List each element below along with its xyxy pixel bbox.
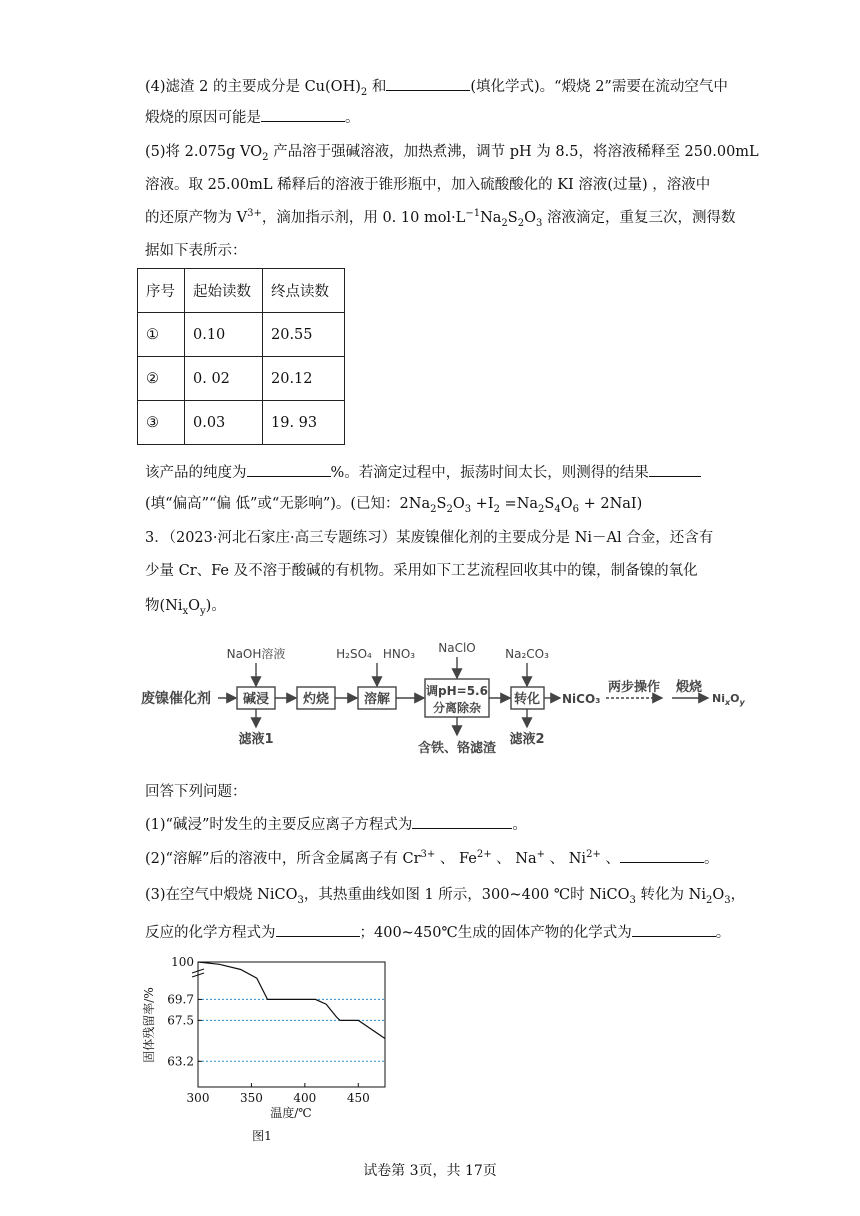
table-header-cell: 序号	[138, 269, 185, 313]
table-cell: 20.12	[263, 357, 345, 401]
answer-blank[interactable]	[247, 462, 331, 477]
q3-line-2: 少量 Cr、Fe 及不溶于酸碱的有机物。采用如下工艺流程回收其中的镍，制备镍的氧化	[145, 563, 698, 579]
q3-1-line: (1)“碱浸”时发生的主要反应离子方程式为 。	[145, 814, 527, 835]
q4-line-1: (4)滤渣 2 的主要成分是 $Cu(OH)_2$ 和 (填化学式)。“煅烧 2”需要在流动空气中	[145, 76, 728, 97]
flow-box3-label: 溶解	[363, 692, 391, 707]
q3-3-line-1: (3)在空气中煅烧 NiCO$_3$，其热重曲线如图 1 所示，300~400 ℃时 NiCO$_3$ 转化为 $Ni_2O_3$，	[145, 887, 746, 906]
flow-output-filtrate2: 滤液2	[509, 732, 545, 747]
table-cell: 0.03	[185, 401, 263, 445]
flow-product-nico3: NiCO₃	[562, 692, 601, 706]
table-cell: 20.55	[263, 313, 345, 357]
q5-line-2: 溶液。取 25.00mL 稀释后的溶液于锥形瓶中，加入硫酸酸化的 KI 溶液(过量) ，溶液中	[145, 177, 711, 193]
process-flow-diagram	[140, 635, 760, 760]
flow-calcine-label: 煅烧	[675, 680, 703, 695]
table-row	[138, 357, 345, 401]
table-cell: ③	[138, 401, 185, 445]
answer-blank[interactable]	[632, 922, 716, 937]
flow-box5-label: 转化	[513, 692, 541, 707]
answer-blank[interactable]	[620, 848, 704, 863]
chart-plot-frame	[198, 962, 385, 1087]
flow-reagent-h2so4: H₂SO₄	[336, 647, 372, 661]
flow-reagent-naoh: NaOH溶液	[226, 647, 286, 661]
y-tick-label: 67.5	[167, 1013, 194, 1028]
table-cell: 0.10	[185, 313, 263, 357]
x-tick-label: 400	[293, 1091, 317, 1105]
table-cell: 19. 93	[263, 401, 345, 445]
titration-table	[137, 268, 345, 445]
q4-line-2: 煅烧的原因可能是 。	[145, 107, 360, 128]
table-row	[138, 313, 345, 357]
y-tick-label: 69.7	[167, 992, 194, 1007]
page-footer: 试卷第 3页，共 17页	[363, 1163, 497, 1179]
table-row	[138, 401, 345, 445]
flow-output-residue: 含铁、铬滤渣	[417, 741, 497, 756]
q5-line-4: 据如下表所示：	[145, 243, 247, 259]
table-header-row	[138, 269, 345, 313]
answer-intro: 回答下列问题：	[145, 784, 247, 800]
answer-blank[interactable]	[261, 107, 345, 122]
x-tick-label: 300	[186, 1091, 210, 1105]
flow-reagent-hno3: HNO₃	[382, 647, 416, 661]
flow-reagent-na2co3: Na₂CO₃	[505, 647, 549, 661]
x-tick-label: 450	[346, 1091, 370, 1105]
y-axis-label: 固体残留率/%	[142, 987, 156, 1063]
q5-after-2: (填“偏高”“偏 低”或“无影响”)。(已知：$2Na_2S_2O_3 +I_2 =Na_2S_4O_6 + 2NaI$)	[145, 496, 643, 515]
q3-3-line-2: 反应的化学方程式为 ；400~450℃生成的固体产物的化学式为 。	[145, 922, 730, 943]
q5-after-1: 该产品的纯度为 %。若滴定过程中，振荡时间太长，则测得的结果	[145, 462, 701, 483]
q3-line-3: 物$(Ni_xO_y)$。	[145, 598, 226, 617]
thermogravimetric-chart	[140, 950, 400, 1145]
flow-start-label: 废镍催化剂	[141, 691, 211, 707]
answer-blank[interactable]	[386, 76, 470, 91]
flow-reagent-naclo: NaClO	[438, 641, 476, 655]
table-header-cell: 终点读数	[263, 269, 345, 313]
table-cell: 0. 02	[185, 357, 263, 401]
table-cell: ①	[138, 313, 185, 357]
q5-line-1: (5)将 2.075g $VO_2$ 产品溶于强碱溶液，加热煮沸，调节 pH 为 8.5，将溶液稀释至 250.00mL	[145, 144, 759, 163]
figure-caption: 图1	[252, 1129, 272, 1143]
series-line	[198, 962, 385, 1039]
x-axis-label: 温度/℃	[270, 1106, 312, 1120]
flow-box4-label-2: 分离除杂	[432, 701, 482, 715]
y-tick-label: 100	[171, 955, 194, 969]
table-cell: ②	[138, 357, 185, 401]
flow-step-label: 两步操作	[607, 680, 661, 695]
flow-box4-label-1: 调pH=5.6	[426, 684, 488, 698]
answer-blank[interactable]	[649, 462, 701, 477]
flow-output-filtrate1: 滤液1	[238, 732, 274, 747]
answer-blank[interactable]	[276, 922, 360, 937]
flow-product-nixoy: $Ni_xO_y$	[712, 692, 745, 707]
answer-blank[interactable]	[412, 814, 512, 829]
flow-box1-label: 碱浸	[242, 692, 270, 707]
table-header-cell: 起始读数	[185, 269, 263, 313]
q5-line-3: 的还原产物为 $V^{3+}$，滴加指示剂，用 0. 10 $mol\cdot L^{-1}Na_2S_2O_3$ 溶液滴定，重复三次，测得数	[145, 208, 736, 229]
y-tick-label: 63.2	[167, 1054, 194, 1069]
flow-box2-label: 灼烧	[302, 692, 330, 707]
x-tick-label: 350	[239, 1091, 263, 1105]
q3-2-line: (2)“溶解”后的溶液中，所含金属离子有 $Cr^{3+}$ 、 $Fe^{2+}$ 、 Na+ 、 $Ni^{2+}$ 、 。	[145, 849, 719, 867]
q3-line-1: 3．（2023·河北石家庄·高三专题练习）某废镍催化剂的主要成分是 Ni－Al 合金，还含有	[145, 530, 714, 546]
